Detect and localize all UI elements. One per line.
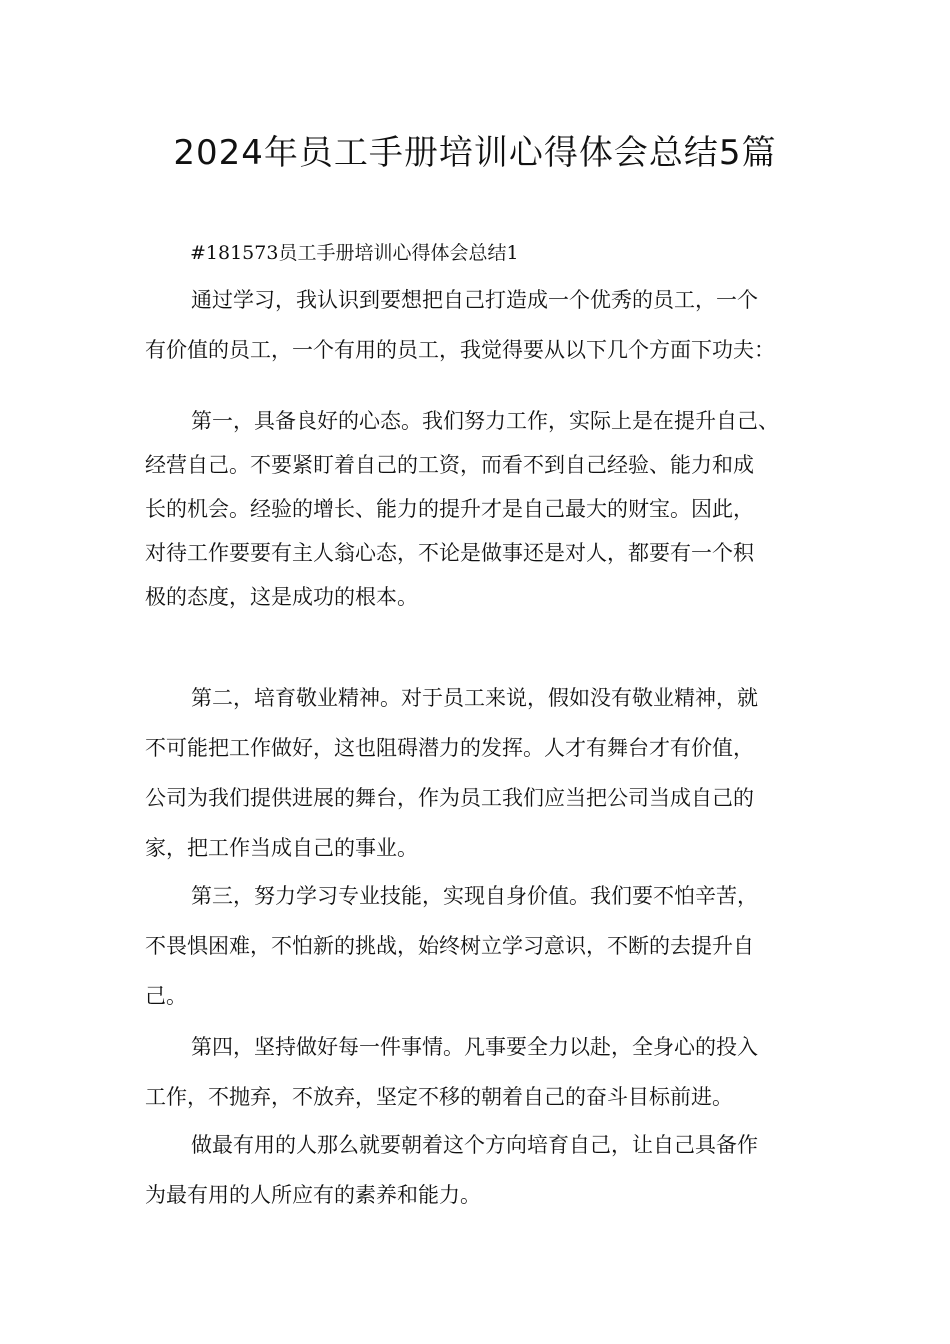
- paragraph-line: 己。: [145, 984, 187, 1008]
- paragraph-line: 不可能把工作做好，这也阻碍潜力的发挥。人才有舞台才有价值，: [145, 736, 754, 760]
- paragraph-line: 工作，不抛弃，不放弃，坚定不移的朝着自己的奋斗目标前进。: [145, 1085, 733, 1109]
- paragraph-intro: [145, 283, 825, 383]
- paragraph-second-point: [145, 681, 825, 881]
- paragraph-conclusion: [145, 1128, 825, 1228]
- paragraph-line: 家，把工作当成自己的事业。: [145, 836, 418, 860]
- paragraph-line: 不畏惧困难，不怕新的挑战，始终树立学习意识，不断的去提升自: [145, 934, 754, 958]
- paragraph-line: 对待工作要要有主人翁心态，不论是做事还是对人，都要有一个积: [145, 541, 754, 565]
- paragraph-line: 有价值的员工，一个有用的员工，我觉得要从以下几个方面下功夫：: [145, 338, 775, 362]
- paragraph-line: 公司为我们提供进展的舞台，作为员工我们应当把公司当成自己的: [145, 786, 754, 810]
- paragraph-line: 做最有用的人那么就要朝着这个方向培育自己，让自己具备作: [191, 1133, 758, 1157]
- paragraph-third-point: [145, 879, 825, 1029]
- paragraph-line: 通过学习，我认识到要想把自己打造成一个优秀的员工，一个: [191, 288, 758, 312]
- paragraph-line: 长的机会。经验的增长、能力的提升才是自己最大的财宝。因此，: [145, 497, 754, 521]
- paragraph-line: 第一，具备良好的心态。我们努力工作，实际上是在提升自己、: [191, 409, 779, 433]
- paragraph-fourth-point: [145, 1030, 825, 1130]
- paragraph-line: 第二，培育敬业精神。对于员工来说，假如没有敬业精神，就: [191, 686, 758, 710]
- paragraph-line: 第四，坚持做好每一件事情。凡事要全力以赴，全身心的投入: [191, 1035, 758, 1059]
- paragraph-first-point: [145, 404, 825, 624]
- document-title: 2024年员工手册培训心得体会总结5篇: [173, 133, 777, 173]
- paragraph-line: 经营自己。不要紧盯着自己的工资，而看不到自己经验、能力和成: [145, 453, 754, 477]
- paragraph-line: 极的态度，这是成功的根本。: [145, 585, 418, 609]
- paragraph-line: 第三，努力学习专业技能，实现自身价值。我们要不怕辛苦，: [191, 884, 758, 908]
- document-subtitle: #181573员工手册培训心得体会总结1: [190, 242, 519, 264]
- paragraph-line: 为最有用的人所应有的素养和能力。: [145, 1183, 481, 1207]
